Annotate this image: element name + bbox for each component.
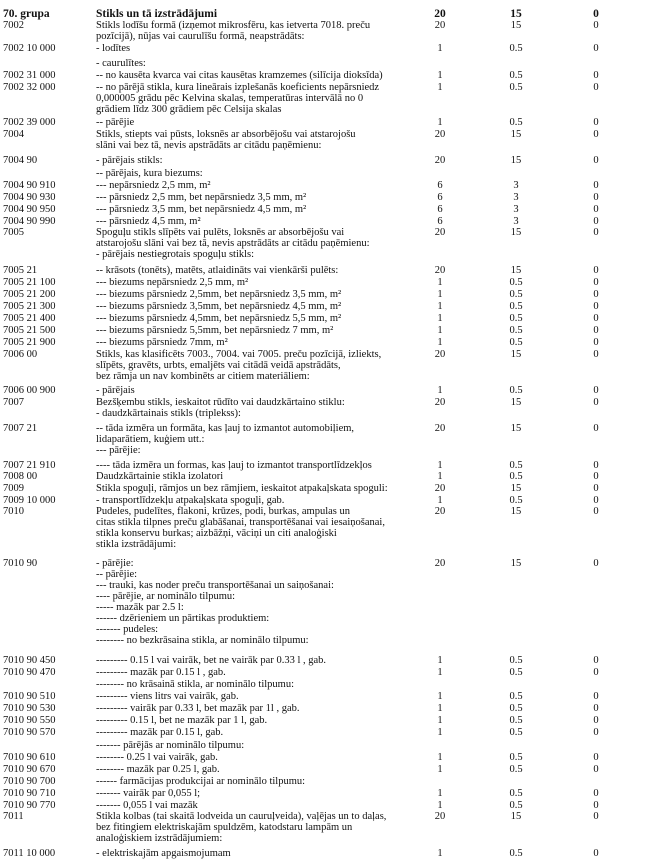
description-line: stikla izstrādājumi: [96, 539, 177, 550]
rate-c2: 0.5 [509, 70, 523, 81]
row-code: 7010 90 570 [3, 727, 56, 738]
row-description [96, 168, 434, 179]
row-code: 7009 [3, 483, 24, 494]
row-description [96, 70, 434, 81]
rate-c1: 1 [437, 655, 443, 666]
rate-c2: 0.5 [509, 655, 523, 666]
rate-c1: 1 [437, 460, 443, 471]
row-description [96, 423, 434, 456]
row-description [96, 129, 434, 151]
rate-c2: 0.5 [509, 788, 523, 799]
row-description [96, 180, 434, 191]
rate-c3: 0 [593, 129, 599, 140]
row-description [96, 43, 434, 54]
row-code: 7005 21 400 [3, 313, 56, 324]
rate-c3: 0 [593, 227, 599, 238]
description-line: - pārējais stikls: [96, 155, 163, 166]
description-line: --- biezums pārsniedz 7mm, m² [96, 337, 228, 348]
rate-c3: 0 [593, 277, 599, 288]
description-line: ---- pārējie, ar nominālo tilpumu: [96, 591, 236, 602]
rate-c3: 0 [593, 82, 599, 93]
description-line: ------- vairāk par 0,055 l; [96, 788, 201, 799]
row-description [96, 740, 434, 751]
row-code: 7010 90 670 [3, 764, 56, 775]
row-code: 7005 [3, 227, 24, 238]
rate-c3: 0 [593, 495, 599, 506]
description-line: 0,000005 grādu pēc Kelvina skalas, temperatūras intervālā no 0 [96, 93, 364, 104]
row-code: 7010 [3, 506, 24, 517]
rate-c2: 0.5 [509, 460, 523, 471]
rate-c2: 0.5 [509, 715, 523, 726]
rate-c2: 15 [510, 423, 522, 434]
description-line: ------- 0,055 l vai mazāk [96, 800, 198, 811]
rate-c1: 20 [434, 265, 446, 276]
description-line: ------- pudeles: [96, 624, 159, 635]
rate-c3: 0 [593, 20, 599, 31]
description-line: --- pārsniedz 2,5 mm, bet nepārsniedz 3,5 mm, m² [96, 192, 307, 203]
rate-c1: 20 [434, 811, 446, 822]
description-line: -- pārējie: [96, 569, 138, 580]
description-line: pozīcijā), nūjas vai caurulīšu formā, neapstrādāts: [96, 31, 305, 42]
row-code: 7010 90 770 [3, 800, 56, 811]
description-line: -- no kausēta kvarca vai citas kausētas kramzemes (silīcija dioksīda) [96, 70, 383, 81]
row-code: 7010 90 470 [3, 667, 56, 678]
rate-c2: 0.5 [509, 325, 523, 336]
rate-c1: 1 [437, 471, 443, 482]
rate-c1: 20 [434, 483, 446, 494]
rate-c3: 0 [593, 265, 599, 276]
row-description [96, 471, 434, 482]
description-line: - daudzkārtainais stikls (triplekss): [96, 408, 241, 419]
description-line: Stikls, kas klasificēts 7003., 7004. vai 7005. preču pozīcijā, izliekts, [96, 349, 382, 360]
rate-c2: 15 [510, 506, 522, 517]
rate-c3: 0 [593, 788, 599, 799]
row-code: 7004 90 910 [3, 180, 56, 191]
description-line: Spoguļu stikls slīpēts vai pulēts, loksnēs ar absorbējošu vai [96, 227, 345, 238]
rate-c2: 15 [510, 397, 522, 408]
row-description [96, 8, 434, 20]
rate-c2: 0.5 [509, 313, 523, 324]
rate-c3: 0 [593, 337, 599, 348]
row-description [96, 727, 434, 738]
rate-c1: 1 [437, 703, 443, 714]
rate-c1: 1 [437, 385, 443, 396]
rate-c2: 0.5 [509, 289, 523, 300]
description-line: slīpēts, gravēts, urbts, emaljēts vai citādā veidā apstrādāts, [96, 360, 341, 371]
description-line: - pārējie: [96, 558, 134, 569]
description-line: Stikla kolbas (tai skaitā lodveida un cauruļveida), vaļējas un to daļas, [96, 811, 387, 822]
rate-c1: 1 [437, 313, 443, 324]
rate-c2: 0.5 [509, 764, 523, 775]
rate-c1: 1 [437, 337, 443, 348]
description-line: Stikls lodīšu formā (izņemot mikrosfēru, kas ietverta 7018. preču [96, 20, 371, 31]
description-line: --- biezums nepārsniedz 2,5 mm, m² [96, 277, 249, 288]
rate-c1: 1 [437, 301, 443, 312]
description-line: - caurulītes: [96, 58, 146, 69]
row-description [96, 811, 434, 844]
rate-c3: 0 [593, 691, 599, 702]
rate-c3: 0 [593, 289, 599, 300]
row-code: 7002 31 000 [3, 70, 56, 81]
description-line: citas stikla tilpnes preču glabāšanai, transportēšanai vai iesaiņošanai, [96, 517, 385, 528]
row-description [96, 82, 434, 115]
row-description [96, 216, 434, 227]
row-description [96, 117, 434, 128]
row-code: 7005 21 200 [3, 289, 56, 300]
row-code: 7005 21 900 [3, 337, 56, 348]
description-line: -------- no krāsainā stikla, ar nominālo tilpumu: [96, 679, 294, 690]
description-line: analoģiskiem izstrādājumiem: [96, 833, 223, 844]
rate-c2: 15 [510, 8, 522, 20]
rate-c3: 0 [593, 848, 599, 859]
row-code: 7004 90 930 [3, 192, 56, 203]
row-description [96, 301, 434, 312]
rate-c1: 1 [437, 800, 443, 811]
description-line: atstarojošu slāni vai bez tā, nevis apstrādāts ar citādu paņēmienu: [96, 238, 370, 249]
rate-c1: 1 [437, 691, 443, 702]
row-description [96, 655, 434, 666]
row-description [96, 848, 434, 859]
rate-c1: 1 [437, 848, 443, 859]
row-code: 7007 21 [3, 423, 38, 434]
row-description [96, 703, 434, 714]
row-code: 7010 90 450 [3, 655, 56, 666]
rate-c2: 0.5 [509, 848, 523, 859]
row-code: 7005 21 100 [3, 277, 56, 288]
description-line: -------- mazāk par 0.25 l, gab. [96, 764, 220, 775]
description-line: --- biezums pārsniedz 3,5mm, bet nepārsniedz 4,5 mm, m² [96, 301, 342, 312]
description-line: ----- mazāk par 2.5 l: [96, 602, 184, 613]
rate-c1: 20 [434, 349, 446, 360]
rate-c2: 0.5 [509, 337, 523, 348]
rate-c1: 6 [437, 204, 443, 215]
row-code: 7010 90 700 [3, 776, 56, 787]
rate-c3: 0 [593, 667, 599, 678]
rate-c3: 0 [593, 385, 599, 396]
description-line: - lodītes [96, 43, 131, 54]
row-description [96, 397, 434, 419]
description-line: Bezšķembu stikls, ieskaitot rūdīto vai daudzkārtaino stiklu: [96, 397, 345, 408]
row-description [96, 192, 434, 203]
row-description [96, 788, 434, 799]
description-line: --- biezums pārsniedz 5,5mm, bet nepārsniedz 7 mm, m² [96, 325, 334, 336]
row-code: 7002 32 000 [3, 82, 56, 93]
row-code: 7005 21 500 [3, 325, 56, 336]
rate-c1: 1 [437, 277, 443, 288]
rate-c1: 20 [434, 20, 446, 31]
rate-c2: 0.5 [509, 727, 523, 738]
rate-c2: 0.5 [509, 691, 523, 702]
rate-c3: 0 [593, 325, 599, 336]
rate-c3: 0 [593, 43, 599, 54]
rate-c3: 0 [593, 764, 599, 775]
description-line: Stikls, stiepts vai pūsts, loksnēs ar absorbējošu vai atstarojošu [96, 129, 356, 140]
row-description [96, 227, 434, 260]
rate-c2: 3 [513, 216, 519, 227]
description-line: --- pārsniedz 4,5 mm, m² [96, 216, 201, 227]
row-description [96, 289, 434, 300]
rate-c2: 15 [510, 811, 522, 822]
row-code: 70. grupa [3, 8, 50, 20]
row-description [96, 667, 434, 678]
rate-c2: 0.5 [509, 385, 523, 396]
rate-c1: 1 [437, 289, 443, 300]
description-line: ------ farmācijas produkcijai ar nominālo tilpumu: [96, 776, 306, 787]
description-line: --------- vairāk par 0.33 l, bet mazāk par 1l , gab. [96, 703, 300, 714]
description-line: --- nepārsniedz 2,5 mm, m² [96, 180, 211, 191]
rate-c3: 0 [593, 811, 599, 822]
row-description [96, 204, 434, 215]
rate-c2: 15 [510, 129, 522, 140]
description-line: ------- pārējās ar nominālo tilpumu: [96, 740, 245, 751]
row-description [96, 776, 434, 787]
rate-c3: 0 [593, 752, 599, 763]
row-code: 7011 10 000 [3, 848, 56, 859]
rate-c3: 0 [593, 727, 599, 738]
description-line: bez rāmja un nav kombinēts ar citiem materiāliem: [96, 371, 310, 382]
description-line: -------- no bezkrāsaina stikla, ar nominālo tilpumu: [96, 635, 309, 646]
rate-c2: 15 [510, 227, 522, 238]
row-code: 7004 90 990 [3, 216, 56, 227]
row-code: 7010 90 [3, 558, 38, 569]
rate-c2: 0.5 [509, 301, 523, 312]
rate-c1: 20 [434, 8, 446, 20]
rate-c3: 0 [593, 313, 599, 324]
rate-c2: 3 [513, 180, 519, 191]
row-description [96, 715, 434, 726]
rate-c3: 0 [593, 155, 599, 166]
row-code: 7007 [3, 397, 24, 408]
description-line: - transportlīdzekļu atpakaļskata spoguļi, gab. [96, 495, 285, 506]
rate-c3: 0 [593, 216, 599, 227]
rate-c3: 0 [593, 460, 599, 471]
rate-c1: 1 [437, 764, 443, 775]
rate-c3: 0 [593, 471, 599, 482]
row-code: 7004 [3, 129, 24, 140]
row-description [96, 349, 434, 382]
description-line: --- trauki, kas noder preču transportēšanai un saiņošanai: [96, 580, 334, 591]
rate-c3: 0 [593, 558, 599, 569]
row-description [96, 558, 434, 646]
rate-c1: 20 [434, 506, 446, 517]
rate-c1: 1 [437, 727, 443, 738]
rate-c2: 15 [510, 349, 522, 360]
description-line: -- pārējie [96, 117, 135, 128]
description-line: ------ dzērieniem un pārtikas produktiem: [96, 613, 270, 624]
description-line: - pārējais nestiegrotais spoguļu stikls: [96, 249, 255, 260]
rate-c1: 1 [437, 788, 443, 799]
description-line: --- pārējie: [96, 445, 141, 456]
row-code: 7002 10 000 [3, 43, 56, 54]
row-description [96, 325, 434, 336]
rate-c1: 1 [437, 495, 443, 506]
description-line: stikla konservu burkas; aizbāžņi, vāciņi un citi analoģiski [96, 528, 337, 539]
row-description [96, 58, 434, 69]
row-code: 7002 39 000 [3, 117, 56, 128]
row-code: 7004 90 [3, 155, 38, 166]
description-line: --------- 0.15 l vai vairāk, bet ne vairāk par 0.33 l , gab. [96, 655, 327, 666]
rate-c2: 15 [510, 483, 522, 494]
row-description [96, 460, 434, 471]
rate-c1: 20 [434, 155, 446, 166]
row-description [96, 265, 434, 276]
description-line: --------- mazāk par 0.15 l, gab. [96, 727, 224, 738]
rate-c3: 0 [593, 800, 599, 811]
description-line: --- biezums pārsniedz 4,5mm, bet nepārsniedz 5,5 mm, m² [96, 313, 342, 324]
row-description [96, 483, 434, 494]
description-line: slāni vai bez tā, nevis apstrādāts ar citādu paņēmienu: [96, 140, 322, 151]
row-code: 7010 90 510 [3, 691, 56, 702]
description-line: grādiem līdz 300 grādiem pēc Celsija skalas [96, 104, 282, 115]
row-description [96, 337, 434, 348]
description-line: Stikls un tā izstrādājumi [96, 8, 218, 20]
description-line: --------- viens litrs vai vairāk, gab. [96, 691, 239, 702]
rate-c3: 0 [593, 715, 599, 726]
rate-c3: 0 [593, 655, 599, 666]
rate-c3: 0 [593, 180, 599, 191]
rate-c1: 20 [434, 227, 446, 238]
row-description [96, 800, 434, 811]
row-code: 7006 00 [3, 349, 38, 360]
row-description [96, 385, 434, 396]
rate-c2: 0.5 [509, 667, 523, 678]
description-line: --------- mazāk par 0.15 l , gab. [96, 667, 226, 678]
row-description [96, 691, 434, 702]
description-line: -- krāsots (tonēts), matēts, atlaidināts vai vienkārši pulēts: [96, 265, 339, 276]
rate-c1: 1 [437, 325, 443, 336]
row-code: 7010 90 710 [3, 788, 56, 799]
rate-c3: 0 [593, 349, 599, 360]
rate-c3: 0 [593, 703, 599, 714]
row-code: 7006 00 900 [3, 385, 56, 396]
rate-c1: 1 [437, 117, 443, 128]
description-line: Daudzkārtainie stikla izolatori [96, 471, 224, 482]
description-line: --------- 0.15 l, bet ne mazāk par 1 l, gab. [96, 715, 268, 726]
description-line: - pārējais [96, 385, 135, 396]
description-line: -- no pārējā stikla, kura lineārais izplešanās koeficients nepārsniedz [96, 82, 380, 93]
row-description [96, 495, 434, 506]
rate-c2: 0.5 [509, 752, 523, 763]
rate-c2: 0.5 [509, 800, 523, 811]
row-code: 7005 21 300 [3, 301, 56, 312]
rate-c3: 0 [593, 301, 599, 312]
rate-c3: 0 [593, 8, 599, 20]
rate-c2: 15 [510, 155, 522, 166]
row-description [96, 155, 434, 166]
rate-c2: 0.5 [509, 495, 523, 506]
rate-c1: 1 [437, 715, 443, 726]
rate-c1: 1 [437, 667, 443, 678]
row-description [96, 752, 434, 763]
rate-c3: 0 [593, 397, 599, 408]
rate-c2: 0.5 [509, 703, 523, 714]
rate-c3: 0 [593, 117, 599, 128]
rate-c1: 20 [434, 423, 446, 434]
rate-c2: 0.5 [509, 82, 523, 93]
rate-c3: 0 [593, 423, 599, 434]
rate-c1: 1 [437, 70, 443, 81]
rate-c2: 0.5 [509, 43, 523, 54]
description-line: bez fitingiem elektriskajām spuldzēm, katodstaru lampām un [96, 822, 353, 833]
rate-c3: 0 [593, 70, 599, 81]
rate-c3: 0 [593, 204, 599, 215]
description-line: -- pārējais, kura biezums: [96, 168, 203, 179]
row-description [96, 679, 434, 690]
row-code: 7004 90 950 [3, 204, 56, 215]
description-line: -------- 0.25 l vai vairāk, gab. [96, 752, 218, 763]
rate-c2: 15 [510, 20, 522, 31]
description-line: Pudeles, pudelītes, flakoni, krūzes, podi, burkas, ampulas un [96, 506, 350, 517]
row-description [96, 506, 434, 550]
rate-c1: 1 [437, 43, 443, 54]
rate-c1: 6 [437, 192, 443, 203]
rate-c3: 0 [593, 506, 599, 517]
rate-c2: 0.5 [509, 471, 523, 482]
rate-c2: 15 [510, 265, 522, 276]
row-code: 7010 90 610 [3, 752, 56, 763]
description-line: --- pārsniedz 3,5 mm, bet nepārsniedz 4,5 mm, m² [96, 204, 307, 215]
row-code: 7007 21 910 [3, 460, 56, 471]
row-code: 7002 [3, 20, 24, 31]
description-line: ---- tāda izmēra un formas, kas ļauj to izmantot transportlīdzekļos [96, 460, 372, 471]
rate-c1: 20 [434, 397, 446, 408]
row-code: 7011 [3, 811, 24, 822]
rate-c2: 15 [510, 558, 522, 569]
description-line: - elektriskajām apgaismojumam [96, 848, 231, 859]
row-description [96, 764, 434, 775]
rate-c2: 0.5 [509, 277, 523, 288]
rate-c2: 0.5 [509, 117, 523, 128]
description-line: lidaparātiem, kuģiem utt.: [96, 434, 205, 445]
row-description [96, 313, 434, 324]
rate-c3: 0 [593, 483, 599, 494]
rate-c1: 1 [437, 82, 443, 93]
row-description [96, 277, 434, 288]
rate-c2: 3 [513, 204, 519, 215]
row-description [96, 20, 434, 42]
row-code: 7009 10 000 [3, 495, 56, 506]
rate-c2: 3 [513, 192, 519, 203]
row-code: 7008 00 [3, 471, 38, 482]
rate-c3: 0 [593, 192, 599, 203]
rate-c1: 20 [434, 129, 446, 140]
rate-c1: 6 [437, 180, 443, 191]
description-line: Stikla spoguļi, rāmjos un bez rāmjiem, ieskaitot atpakaļskata spoguli: [96, 483, 388, 494]
description-line: -- tāda izmēra un formāta, kas ļauj to izmantot automobiļiem, [96, 423, 355, 434]
row-code: 7010 90 550 [3, 715, 56, 726]
description-line: --- biezums pārsniedz 2,5mm, bet nepārsniedz 3,5 mm, m² [96, 289, 342, 300]
rate-c1: 6 [437, 216, 443, 227]
rate-c1: 1 [437, 752, 443, 763]
rate-c1: 20 [434, 558, 446, 569]
row-code: 7005 21 [3, 265, 38, 276]
row-code: 7010 90 530 [3, 703, 56, 714]
